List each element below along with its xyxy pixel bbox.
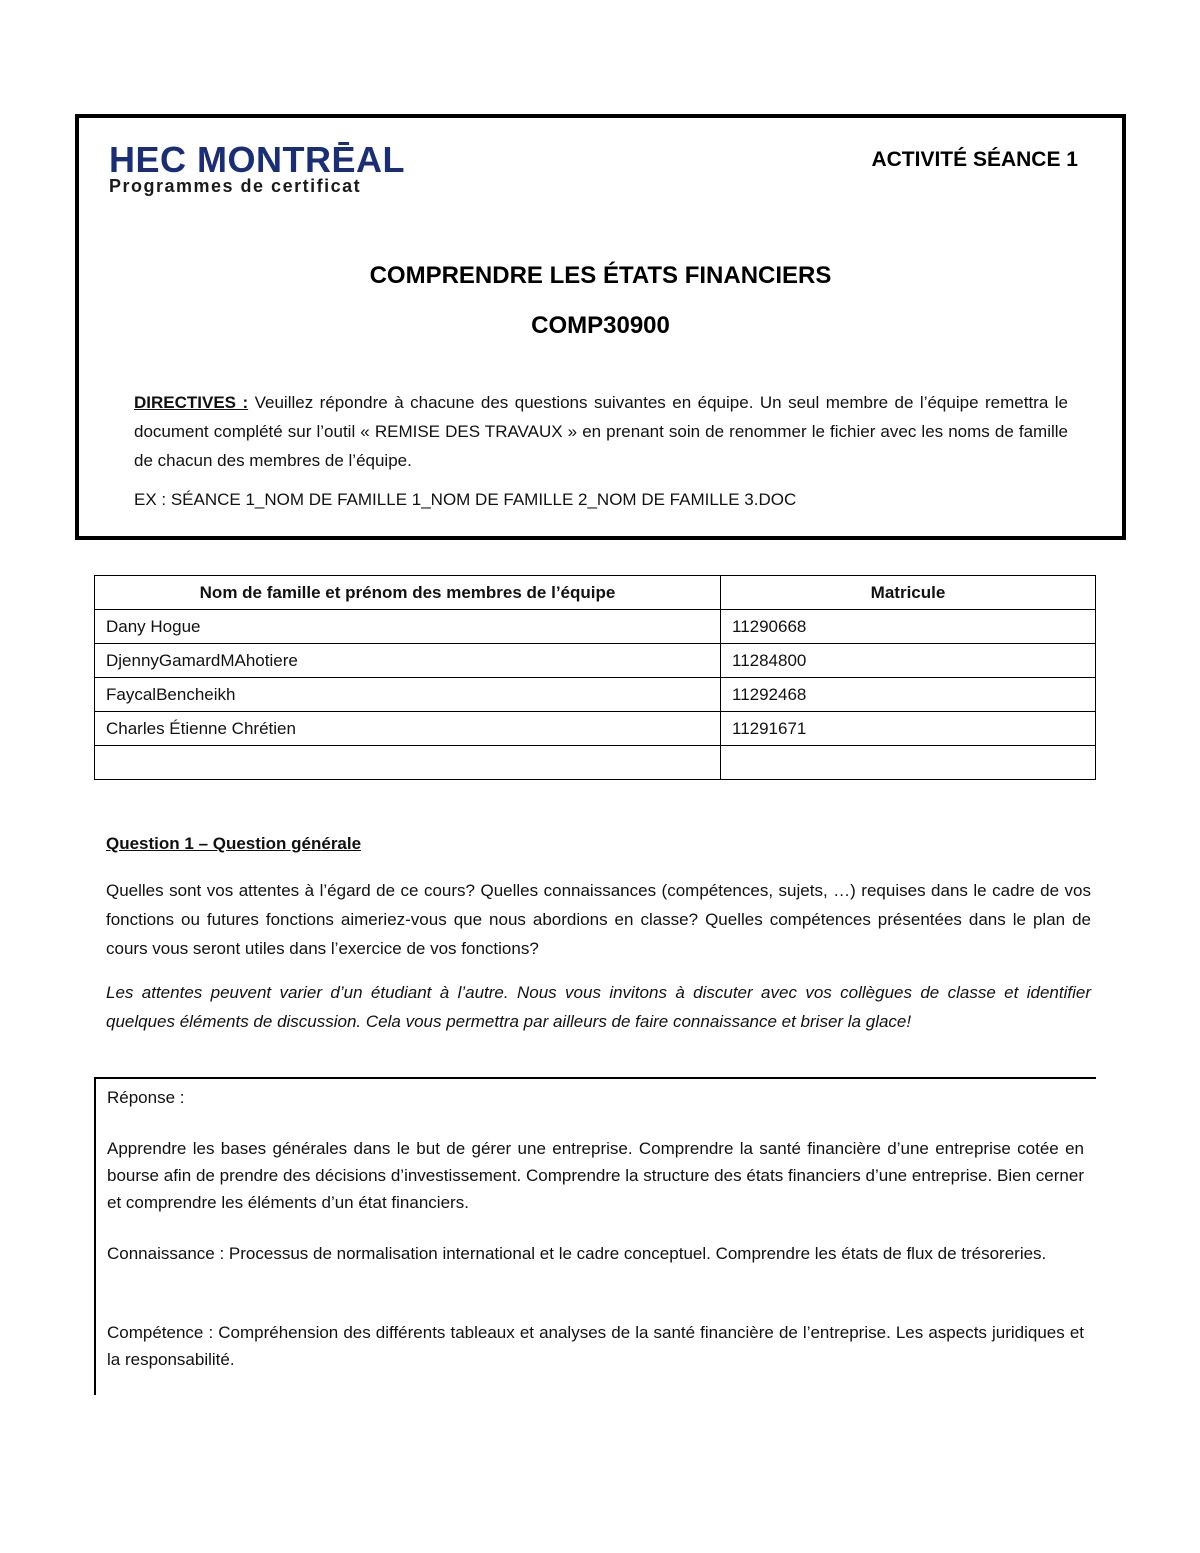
- logo-subtitle: Programmes de certificat: [109, 176, 362, 196]
- question-title: Question 1 – Question générale: [106, 834, 362, 853]
- filename-example: EX : SÉANCE 1_NOM DE FAMILLE 1_NOM DE FAMILLE 2_NOM DE FAMILLE 3.DOC: [134, 490, 797, 509]
- table-row: [95, 712, 1096, 746]
- activity-label: ACTIVITÉ SÉANCE 1: [871, 148, 1078, 171]
- directives-label: DIRECTIVES :: [134, 393, 249, 412]
- answer-paragraph: Connaissance : Processus de normalisation international et le cadre conceptuel. Comprendre les états de flux de trésoreries.: [107, 1244, 1047, 1263]
- question-body: Quelles sont vos attentes à l’égard de ce cours? Quelles connaissances (compétences, sujets, …) requises dans le cadre de vos fonctions ou futures fonctions aimeriez-vous que nous abordions en classe? Quelles compétences présentées dans le plan de cours vous seront utiles dans l’exercice de vos fonctions?: [106, 881, 1091, 958]
- course-title: COMPRENDRE LES ÉTATS FINANCIERS: [369, 262, 832, 289]
- table-row: [95, 678, 1096, 712]
- member-id: 11290668: [721, 610, 1096, 644]
- answer-paragraph: Compétence : Compréhension des différents tableaux et analyses de la santé financière de l’entreprise. Les aspects juridiques et la responsabilité.: [107, 1323, 1084, 1369]
- table-row: [95, 610, 1096, 644]
- header-name: Nom de famille et prénom des membres de l’équipe: [95, 576, 721, 610]
- table-row-empty: [95, 746, 1096, 780]
- hec-logo: HEC MONTRĒAL: [109, 139, 405, 180]
- member-name: FaycalBencheikh: [95, 678, 721, 712]
- member-name: DjennyGamardMAhotiere: [95, 644, 721, 678]
- directives: [134, 388, 1068, 475]
- header-box: [75, 114, 1126, 540]
- member-name: Charles Étienne Chrétien: [95, 712, 721, 746]
- member-name: Dany Hogue: [95, 610, 721, 644]
- answer-paragraph: Apprendre les bases générales dans le but de gérer une entreprise. Comprendre la santé financière d’une entreprise cotée en bourse afin de prendre des décisions d’investissement. Comprendre la structure des états financiers d’une entreprise. Bien cerner et comprendre les éléments d’un état financiers.: [107, 1139, 1084, 1212]
- member-id: 11292468: [721, 678, 1096, 712]
- course-code: COMP30900: [531, 312, 670, 339]
- table-row: [95, 644, 1096, 678]
- member-id: 11284800: [721, 644, 1096, 678]
- member-name: [95, 746, 721, 780]
- member-id: [721, 746, 1096, 780]
- team-table: [94, 575, 1096, 780]
- header-id: Matricule: [721, 576, 1096, 610]
- directives-text: Veuillez répondre à chacune des questions suivantes en équipe. Un seul membre de l’équipe remettra le document complété sur l’outil « REMISE DES TRAVAUX » en prenant soin de renommer le fichier avec les noms de famille de chacun des membres de l’équipe.: [134, 393, 1068, 470]
- answer-label: Réponse :: [107, 1088, 185, 1107]
- question-note: Les attentes peuvent varier d’un étudiant à l’autre. Nous vous invitons à discuter avec vos collègues de classe et identifier quelques éléments de discussion. Cela vous permettra par ailleurs de faire connaissance et briser la glace!: [106, 983, 1091, 1031]
- answer-box: [94, 1077, 1096, 1395]
- member-id: 11291671: [721, 712, 1096, 746]
- table-header-row: [95, 576, 1096, 610]
